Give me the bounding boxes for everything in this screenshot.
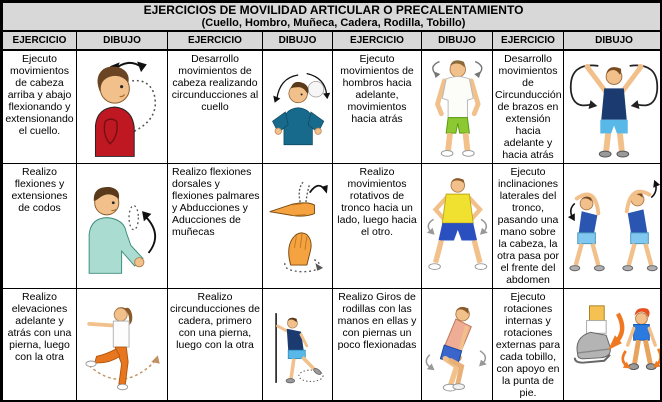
exercise-text-leg-swing: Realizo elevaciones adelante y atrás con una pierna, luego con la otra: [7, 290, 72, 363]
page-subtitle: (Cuello, Hombro, Muñeca, Cadera, Rodilla, Tobillo): [201, 17, 466, 29]
dibujo-cell: [77, 50, 168, 163]
dibujo-cell: [422, 163, 493, 288]
exercise-text-elbow-flexion: Realizo flexiones y extensiones de codos: [11, 165, 68, 214]
dibujo-cell: [77, 288, 168, 402]
column-header-dibujo: DIBUJO: [564, 31, 662, 50]
dibujo-cell: [564, 288, 662, 402]
exercise-text-shoulder-roll: Ejecuto movimientos de hombros hacia adelante, movimientos hacia atrás: [340, 53, 414, 125]
column-header-dibujo: DIBUJO: [77, 31, 168, 50]
hip-circumduction-figure-icon: [264, 291, 332, 402]
exercise-text-head-flexion: Ejecuto movimientos de cabeza arriba y abajo flexionando y extensionando el cuello.: [5, 53, 74, 137]
neck-circumduction-figure-icon: [264, 53, 332, 161]
column-header-dibujo: DIBUJO: [263, 31, 333, 50]
exercise-text-trunk-lateral-bend: Ejecuto inclinaciones laterales del tronco, pasando una mano sobre la cabeza, la otra pasa por el frente del abdomen: [497, 165, 559, 286]
dibujo-cell: [564, 163, 662, 288]
dibujo-cell: [77, 163, 168, 288]
column-header-ejercicio: EJERCICIO: [493, 31, 564, 50]
dibujo-cell: [564, 50, 662, 163]
table-title-cell: [3, 3, 662, 32]
table-row: [3, 163, 662, 288]
dibujo-cell: [263, 288, 333, 402]
ankle-rotation-figure-icon: [565, 291, 662, 402]
column-header-ejercicio: EJERCICIO: [3, 31, 77, 50]
exercise-table: [2, 2, 662, 402]
wrist-flexion-figure-icon: [264, 166, 332, 286]
exercise-text-trunk-rotation: Realizo movimientos rotativos de tronco hacia un lado, luego hacia el otro.: [337, 165, 417, 238]
dibujo-cell: [263, 163, 333, 288]
column-header-ejercicio: EJERCICIO: [168, 31, 263, 50]
dibujo-cell: [422, 288, 493, 402]
exercise-text-knee-rotation: Realizo Giros de rodillas con las manos en ellas y con piernas un poco flexionadas: [337, 290, 417, 351]
head-flexion-figure-icon: [78, 53, 166, 161]
elbow-flexion-figure-icon: [78, 166, 166, 286]
trunk-lateral-bend-figure-icon: [565, 166, 662, 286]
shoulder-roll-figure-icon: [423, 53, 492, 161]
exercise-text-neck-circumduction: Desarrollo movimientos de cabeza realizando circunducciones al cuello: [171, 53, 259, 113]
column-header-dibujo: DIBUJO: [422, 31, 493, 50]
column-header-row: [3, 31, 662, 50]
table-row: [3, 50, 662, 163]
table-row: [3, 288, 662, 402]
column-header-ejercicio: EJERCICIO: [333, 31, 422, 50]
exercise-text-ankle-rotation: Ejecuto rotaciones internas y rotaciones externas para cada tobillo, con apoyo en la punta de pie.: [495, 290, 561, 399]
leg-swing-figure-icon: [78, 291, 166, 402]
exercise-text-arm-circumduction: Desarrollo movimientos de Circunducción de brazos en extensión hacia adelante y hacia atrás: [495, 53, 562, 161]
trunk-rotation-figure-icon: [423, 166, 492, 286]
page-title: EJERCICIOS DE MOVILIDAD ARTICULAR O PRECALENTAMIENTO: [143, 3, 524, 17]
exercise-text-wrist-flexion: Realizo flexiones dorsales y flexiones palmares y Abducciones y Aducciones de muñecas: [172, 165, 260, 238]
exercise-text-hip-circumduction: Realizo circunducciones de cadera, primero con una pierna, luego con la otra: [170, 290, 260, 351]
dibujo-cell: [422, 50, 493, 163]
arm-circumduction-figure-icon: [565, 53, 662, 161]
dibujo-cell: [263, 50, 333, 163]
knee-rotation-figure-icon: [423, 291, 492, 402]
